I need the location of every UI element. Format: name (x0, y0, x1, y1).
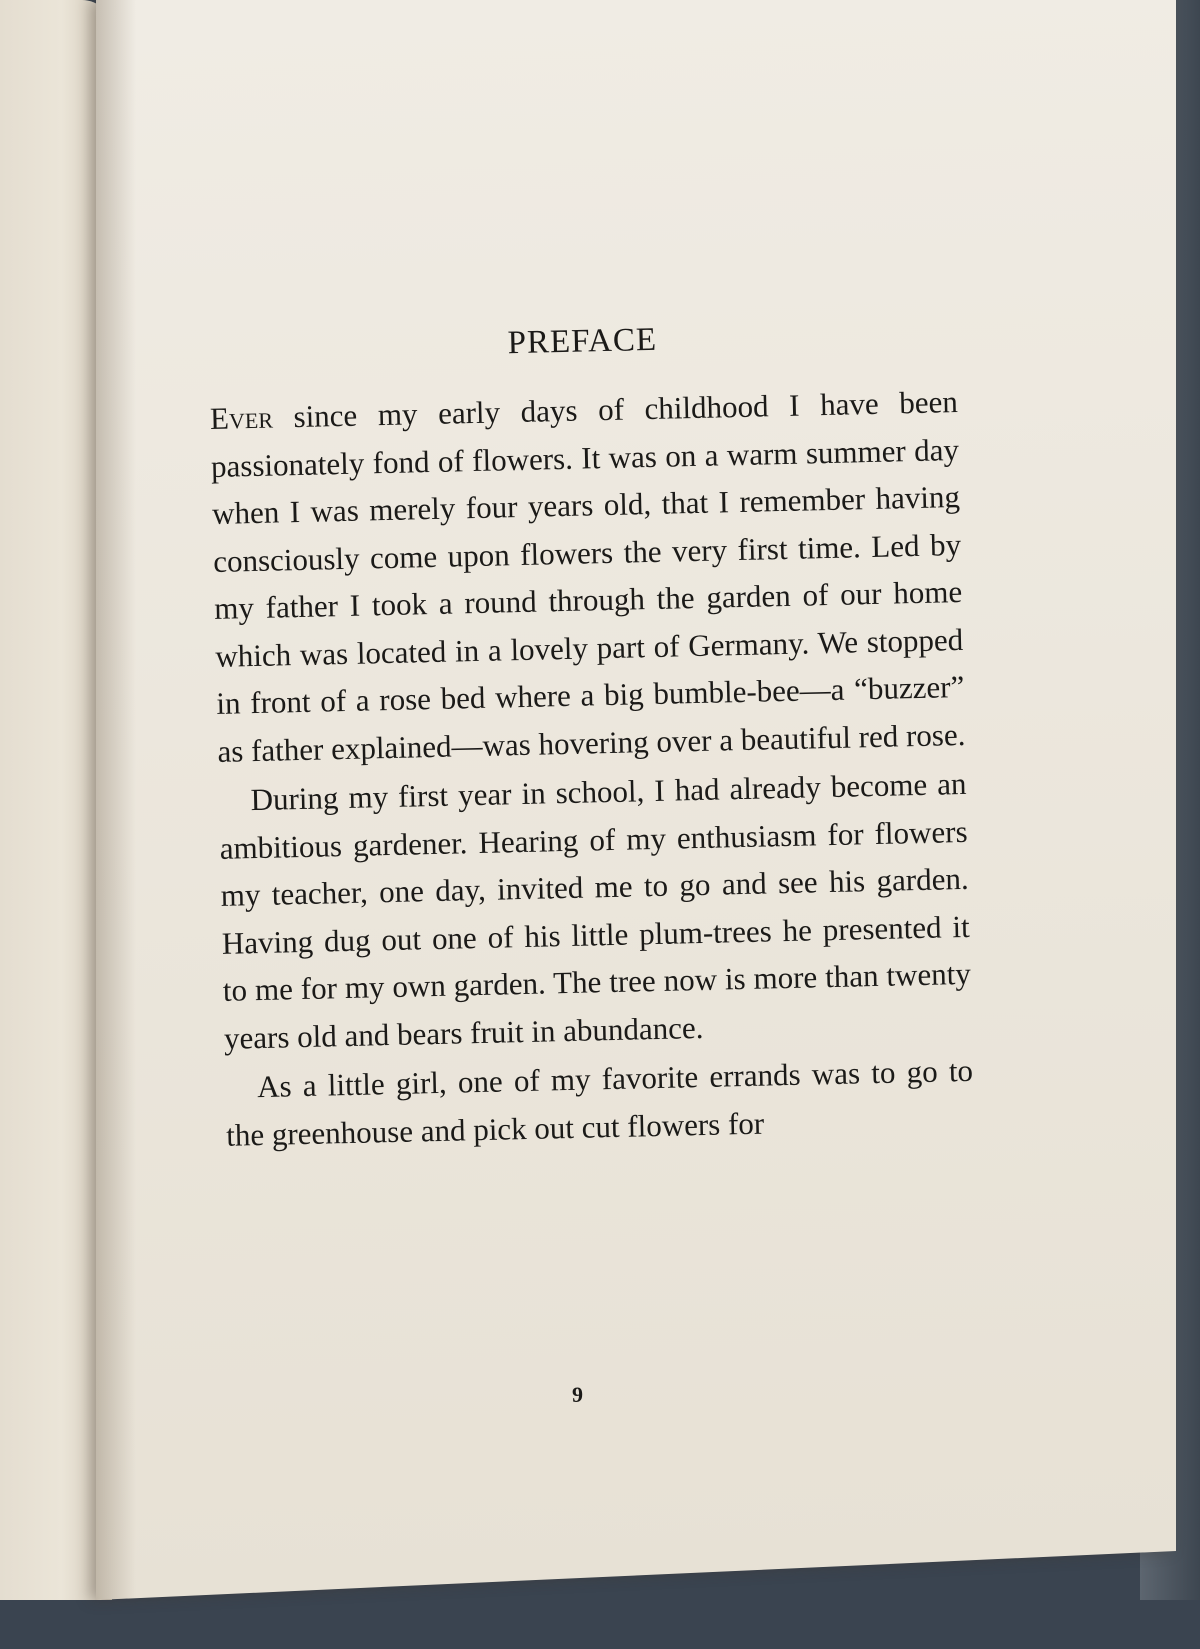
paragraph-lead-word: Ever (209, 399, 274, 436)
book-page (96, 0, 1176, 1600)
page-number: 9 (572, 1382, 583, 1407)
paragraph-1 (209, 378, 965, 775)
paragraph-2: During my first year in school, I had already become an ambitious gardener. Hearing of my enthusiasm for flowers my teacher, one day, invited me to go and see his garden. Having dug out one of his little plum-trees he presented it to me for my own garden. The tree now is more than twenty years old and bears fruit in abundance. (219, 765, 972, 1056)
page-title: PREFACE (507, 321, 658, 362)
paragraph-3: As a little girl, one of my favorite errands was to go to the greenhouse and pick out cut flowers for (225, 1052, 974, 1153)
paragraph-1-text: since my early days of childhood I have been passionately fond of flowers. It was on a warm summer day when I was merely four years old, that I remember having consciously come upon flowers the very first time. Led by my father I took a round through the garden of our home which was located in a lovely part of Germany. We stopped in front of a rose bed where a big bumble-bee—a “buzzer” as father explained—was hovering over a beautiful red rose. (210, 384, 966, 769)
page-text-block (208, 315, 975, 1159)
